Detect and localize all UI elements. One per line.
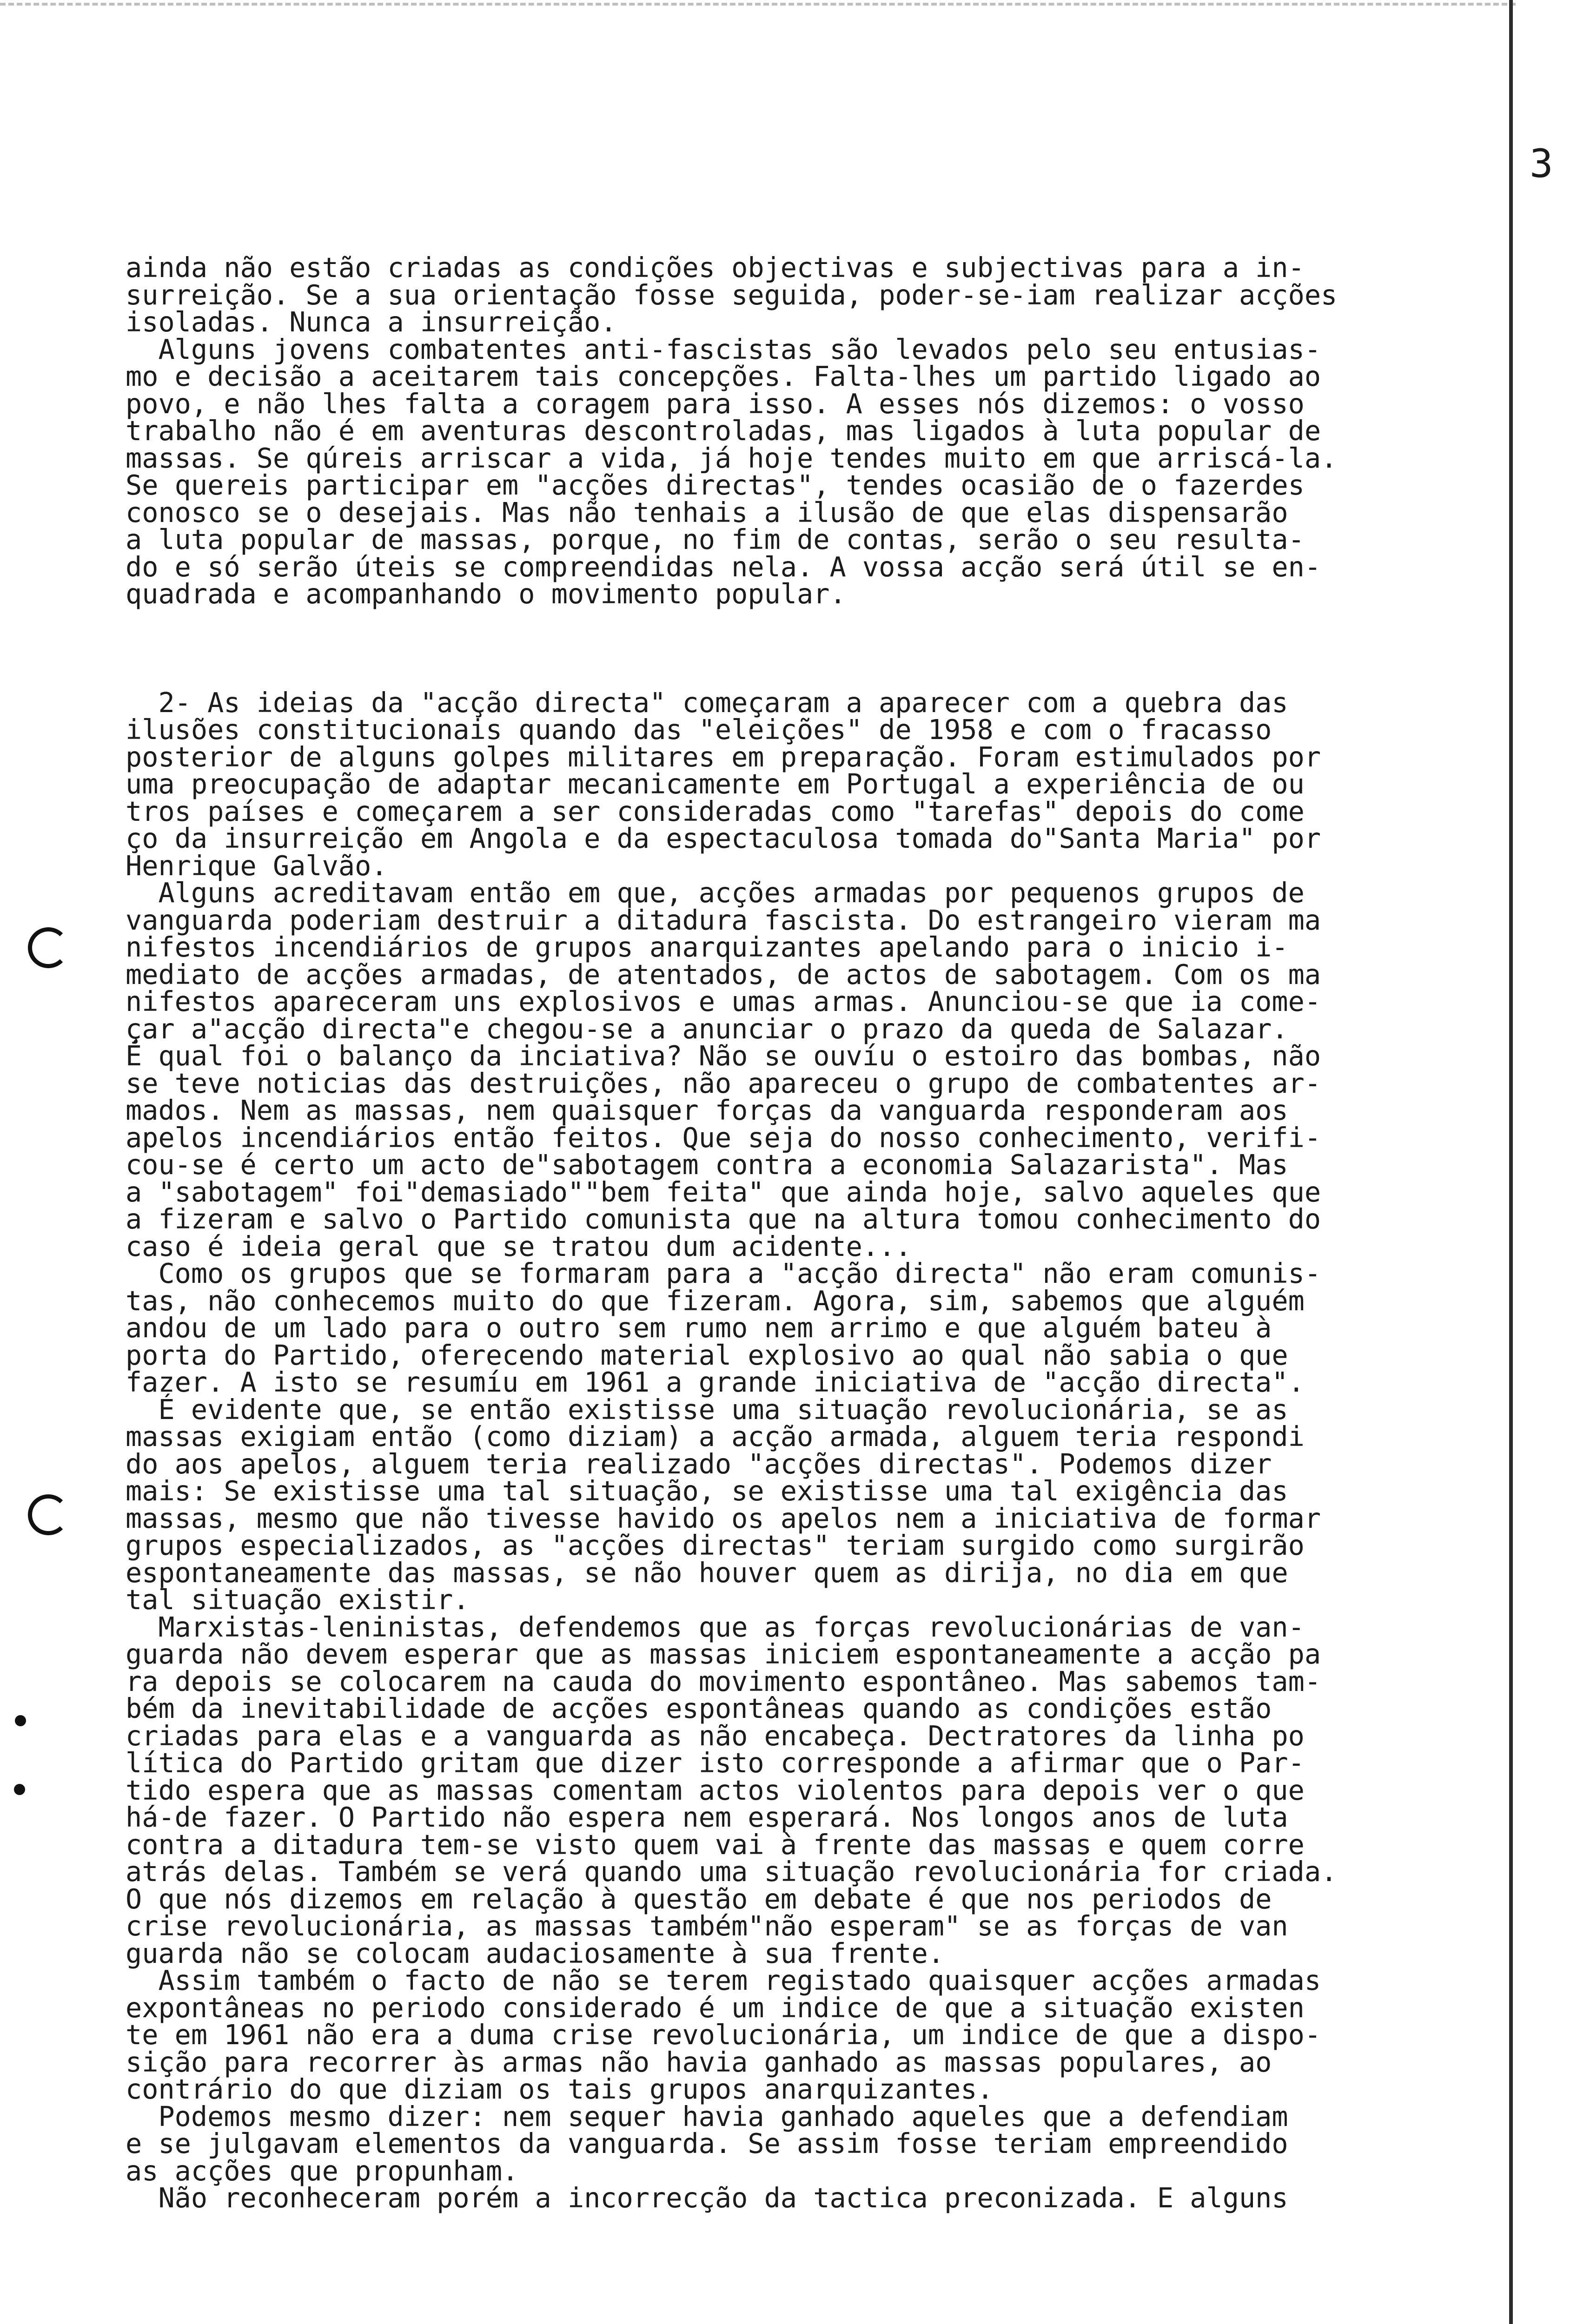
text-line: guarda não se colocam audaciosamente à sua frente. — [126, 1937, 944, 1969]
text-line: fazer. A isto se resumíu em 1961 a grande iniciativa de "acção directa". — [126, 1367, 1305, 1398]
binder-hole-icon — [28, 1494, 69, 1535]
binder-hole-icon — [28, 927, 69, 968]
text-line: Alguns acreditavam então em que, acções armadas por pequenos grupos de — [126, 877, 1305, 909]
text-line: Como os grupos que se formaram para a "acção directa" não eram comunis- — [126, 1258, 1321, 1289]
paragraph-block — [126, 689, 1502, 2212]
text-line: caso é ideia geral que se tratou dum acidente... — [126, 1230, 912, 1262]
text-line: nifestos apareceram uns explosivos e umas armas. Anunciou-se que ia come- — [126, 986, 1321, 1017]
text-line: a fizeram e salvo o Partido comunista que na altura tomou conhecimento do — [126, 1203, 1321, 1235]
text-line: 2- As ideias da "acção directa" começaram a aparecer com a quebra das — [126, 687, 1288, 719]
text-line: mediato de acções armadas, de atentados, de actos de sabotagem. Com os ma — [126, 958, 1321, 990]
text-line: grupos especializados, as "acções directas" teriam surgido como surgirão — [126, 1530, 1305, 1561]
page-body — [126, 200, 1502, 2239]
text-line: conosco se o desejais. Mas não tenhais a ilusão de que elas dispensarão — [126, 496, 1288, 528]
text-line: as acções que propunham. — [126, 2155, 519, 2187]
text-line: surreição. Se a sua orientação fosse seguida, poder-se-iam realizar acções — [126, 279, 1338, 311]
text-line: quadrada e acompanhando o movimento popular. — [126, 578, 846, 610]
text-line: ilusões constitucionais quando das "eleições" de 1958 e com o fracasso — [126, 714, 1272, 746]
text-line: apelos incendiários então feitos. Que seja do nosso conhecimento, verifi- — [126, 1122, 1321, 1154]
text-line: massas, mesmo que não tivesse havido os apelos nem a iniciativa de formar — [126, 1502, 1321, 1534]
text-line: te em 1961 não era a duma crise revolucionária, um indice de que a dispo- — [126, 2019, 1321, 2051]
text-line: É evidente que, se então existisse uma situação revolucionária, se as — [126, 1393, 1288, 1426]
text-line: povo, e não lhes falta a coragem para isso. A esses nós dizemos: o vosso — [126, 388, 1305, 420]
text-line: Marxistas-leninistas, defendemos que as forças revolucionárias de van- — [126, 1611, 1305, 1643]
text-line: expontâneas no periodo considerado é um indice de que a situação existen — [126, 1992, 1305, 2024]
text-line: Alguns jovens combatentes anti-fascistas são levados pelo seu entusias- — [126, 333, 1321, 365]
paragraph-block — [126, 254, 1502, 608]
text-line: tas, não conhecemos muito do que fizeram. Agora, sim, sabemos que alguém — [126, 1285, 1305, 1317]
text-line: e se julgavam elementos da vanguarda. Se assim fosse teriam empreendido — [126, 2128, 1288, 2159]
text-line: uma preocupação de adaptar mecanicamente em Portugal a experiência de ou — [126, 768, 1305, 800]
text-line: sição para recorrer às armas não havia ganhado as massas populares, ao — [126, 2046, 1272, 2078]
text-line: bém da inevitabilidade de acções espontâneas quando as condições estão — [126, 1693, 1272, 1724]
text-line: Assim também o facto de não se terem registado quaisquer acções armadas — [126, 1965, 1321, 1996]
text-line: há-de fazer. O Partido não espera nem esperará. Nos longos anos de luta — [126, 1802, 1288, 1833]
ink-dot-mark — [14, 1784, 25, 1795]
text-line: trabalho não é em aventuras descontroladas, mas ligados à luta popular de — [126, 415, 1321, 447]
text-line: espontaneamente das massas, se não houver quem as dirija, no dia em que — [126, 1557, 1288, 1589]
text-line: mais: Se existisse uma tal situação, se existisse uma tal exigência das — [126, 1475, 1288, 1507]
text-line: Se quereis participar em "acções directas", tendes ocasião de o fazerdes — [126, 469, 1305, 501]
text-line: do e só serão úteis se compreendidas nela. A vossa acção será útil se en- — [126, 551, 1321, 583]
page-number: 3 — [1530, 141, 1553, 186]
text-line: ainda não estão criadas as condições objectivas e subjectivas para a in- — [126, 252, 1305, 284]
text-line: Não reconheceram porém a incorrecção da tactica preconizada. E alguns — [126, 2182, 1288, 2214]
text-line: massas exigiam então (como diziam) a acção armada, alguem teria respondi — [126, 1421, 1305, 1452]
text-line: isoladas. Nunca a insurreição. — [126, 306, 617, 338]
text-line: É qual foi o balanço da inciativa? Não se ouvíu o estoiro das bombas, não — [126, 1040, 1321, 1072]
text-line: criadas para elas e a vanguarda as não encabeça. Dectratores da linha po — [126, 1720, 1305, 1752]
text-line: guarda não devem esperar que as massas iniciem espontaneamente a acção pa — [126, 1638, 1321, 1670]
right-margin-rule — [1509, 0, 1513, 2324]
text-line: crise revolucionária, as massas também"não esperam" se as forças de van — [126, 1910, 1288, 1942]
text-line: çar a"acção directa"e chegou-se a anunciar o prazo da queda de Salazar. — [126, 1013, 1288, 1045]
text-line: nifestos incendiários de grupos anarquizantes apelando para o inicio i- — [126, 931, 1288, 963]
text-line: do aos apelos, alguem teria realizado "acções directas". Podemos dizer — [126, 1448, 1272, 1480]
text-line: vanguarda poderiam destruir a ditadura fascista. Do estrangeiro vieram ma — [126, 904, 1321, 936]
text-line: a "sabotagem" foi"demasiado""bem feita" que ainda hoje, salvo aqueles que — [126, 1176, 1321, 1208]
text-line: tido espera que as massas comentam actos violentos para depois ver o que — [126, 1774, 1305, 1806]
text-line: atrás delas. Também se verá quando uma situação revolucionária for criada. — [126, 1856, 1338, 1888]
text-line: Henrique Galvão. — [126, 850, 388, 882]
text-line: tal situação existir. — [126, 1584, 470, 1616]
text-line: andou de um lado para o outro sem rumo nem arrimo e que alguém bateu à — [126, 1312, 1272, 1344]
text-line: mados. Nem as massas, nem quaisquer forças da vanguarda responderam aos — [126, 1095, 1288, 1126]
text-line: lítica do Partido gritam que dizer isto corresponde a afirmar que o Par- — [126, 1747, 1305, 1779]
text-line: massas. Se qúreis arriscar a vida, já hoje tendes muito em que arriscá-la. — [126, 442, 1338, 474]
text-line: posterior de alguns golpes militares em preparação. Foram estimulados por — [126, 741, 1321, 773]
text-line: contrário do que diziam os tais grupos anarquizantes. — [126, 2073, 994, 2105]
text-line: tros países e começarem a ser consideradas como "tarefas" depois do come — [126, 795, 1305, 827]
text-line: O que nós dizemos em relação à questão em debate é que nos periodos de — [126, 1883, 1272, 1915]
text-line: Podemos mesmo dizer: nem sequer havia ganhado aqueles que a defendiam — [126, 2100, 1288, 2133]
text-line: mo e decisão a aceitarem tais concepções. Falta-lhes um partido ligado ao — [126, 361, 1321, 392]
text-line: a luta popular de massas, porque, no fim de contas, serão o seu resulta- — [126, 524, 1305, 555]
top-edge-rule — [0, 3, 1516, 6]
text-line: contra a ditadura tem-se visto quem vai à frente das massas e quem corre — [126, 1829, 1305, 1861]
text-line: se teve noticias das destruições, não apareceu o grupo de combatentes ar- — [126, 1067, 1321, 1099]
text-line: ço da insurreição em Angola e da espectaculosa tomada do"Santa Maria" por — [126, 823, 1321, 854]
text-line: ra depois se colocarem na cauda do movimento espontâneo. Mas sabemos tam- — [126, 1665, 1321, 1697]
ink-dot-mark — [15, 1715, 26, 1726]
text-line: porta do Partido, oferecendo material explosivo ao qual não sabia o que — [126, 1339, 1288, 1371]
text-line: cou-se é certo um acto de"sabotagem contra a economia Salazarista". Mas — [126, 1149, 1288, 1181]
